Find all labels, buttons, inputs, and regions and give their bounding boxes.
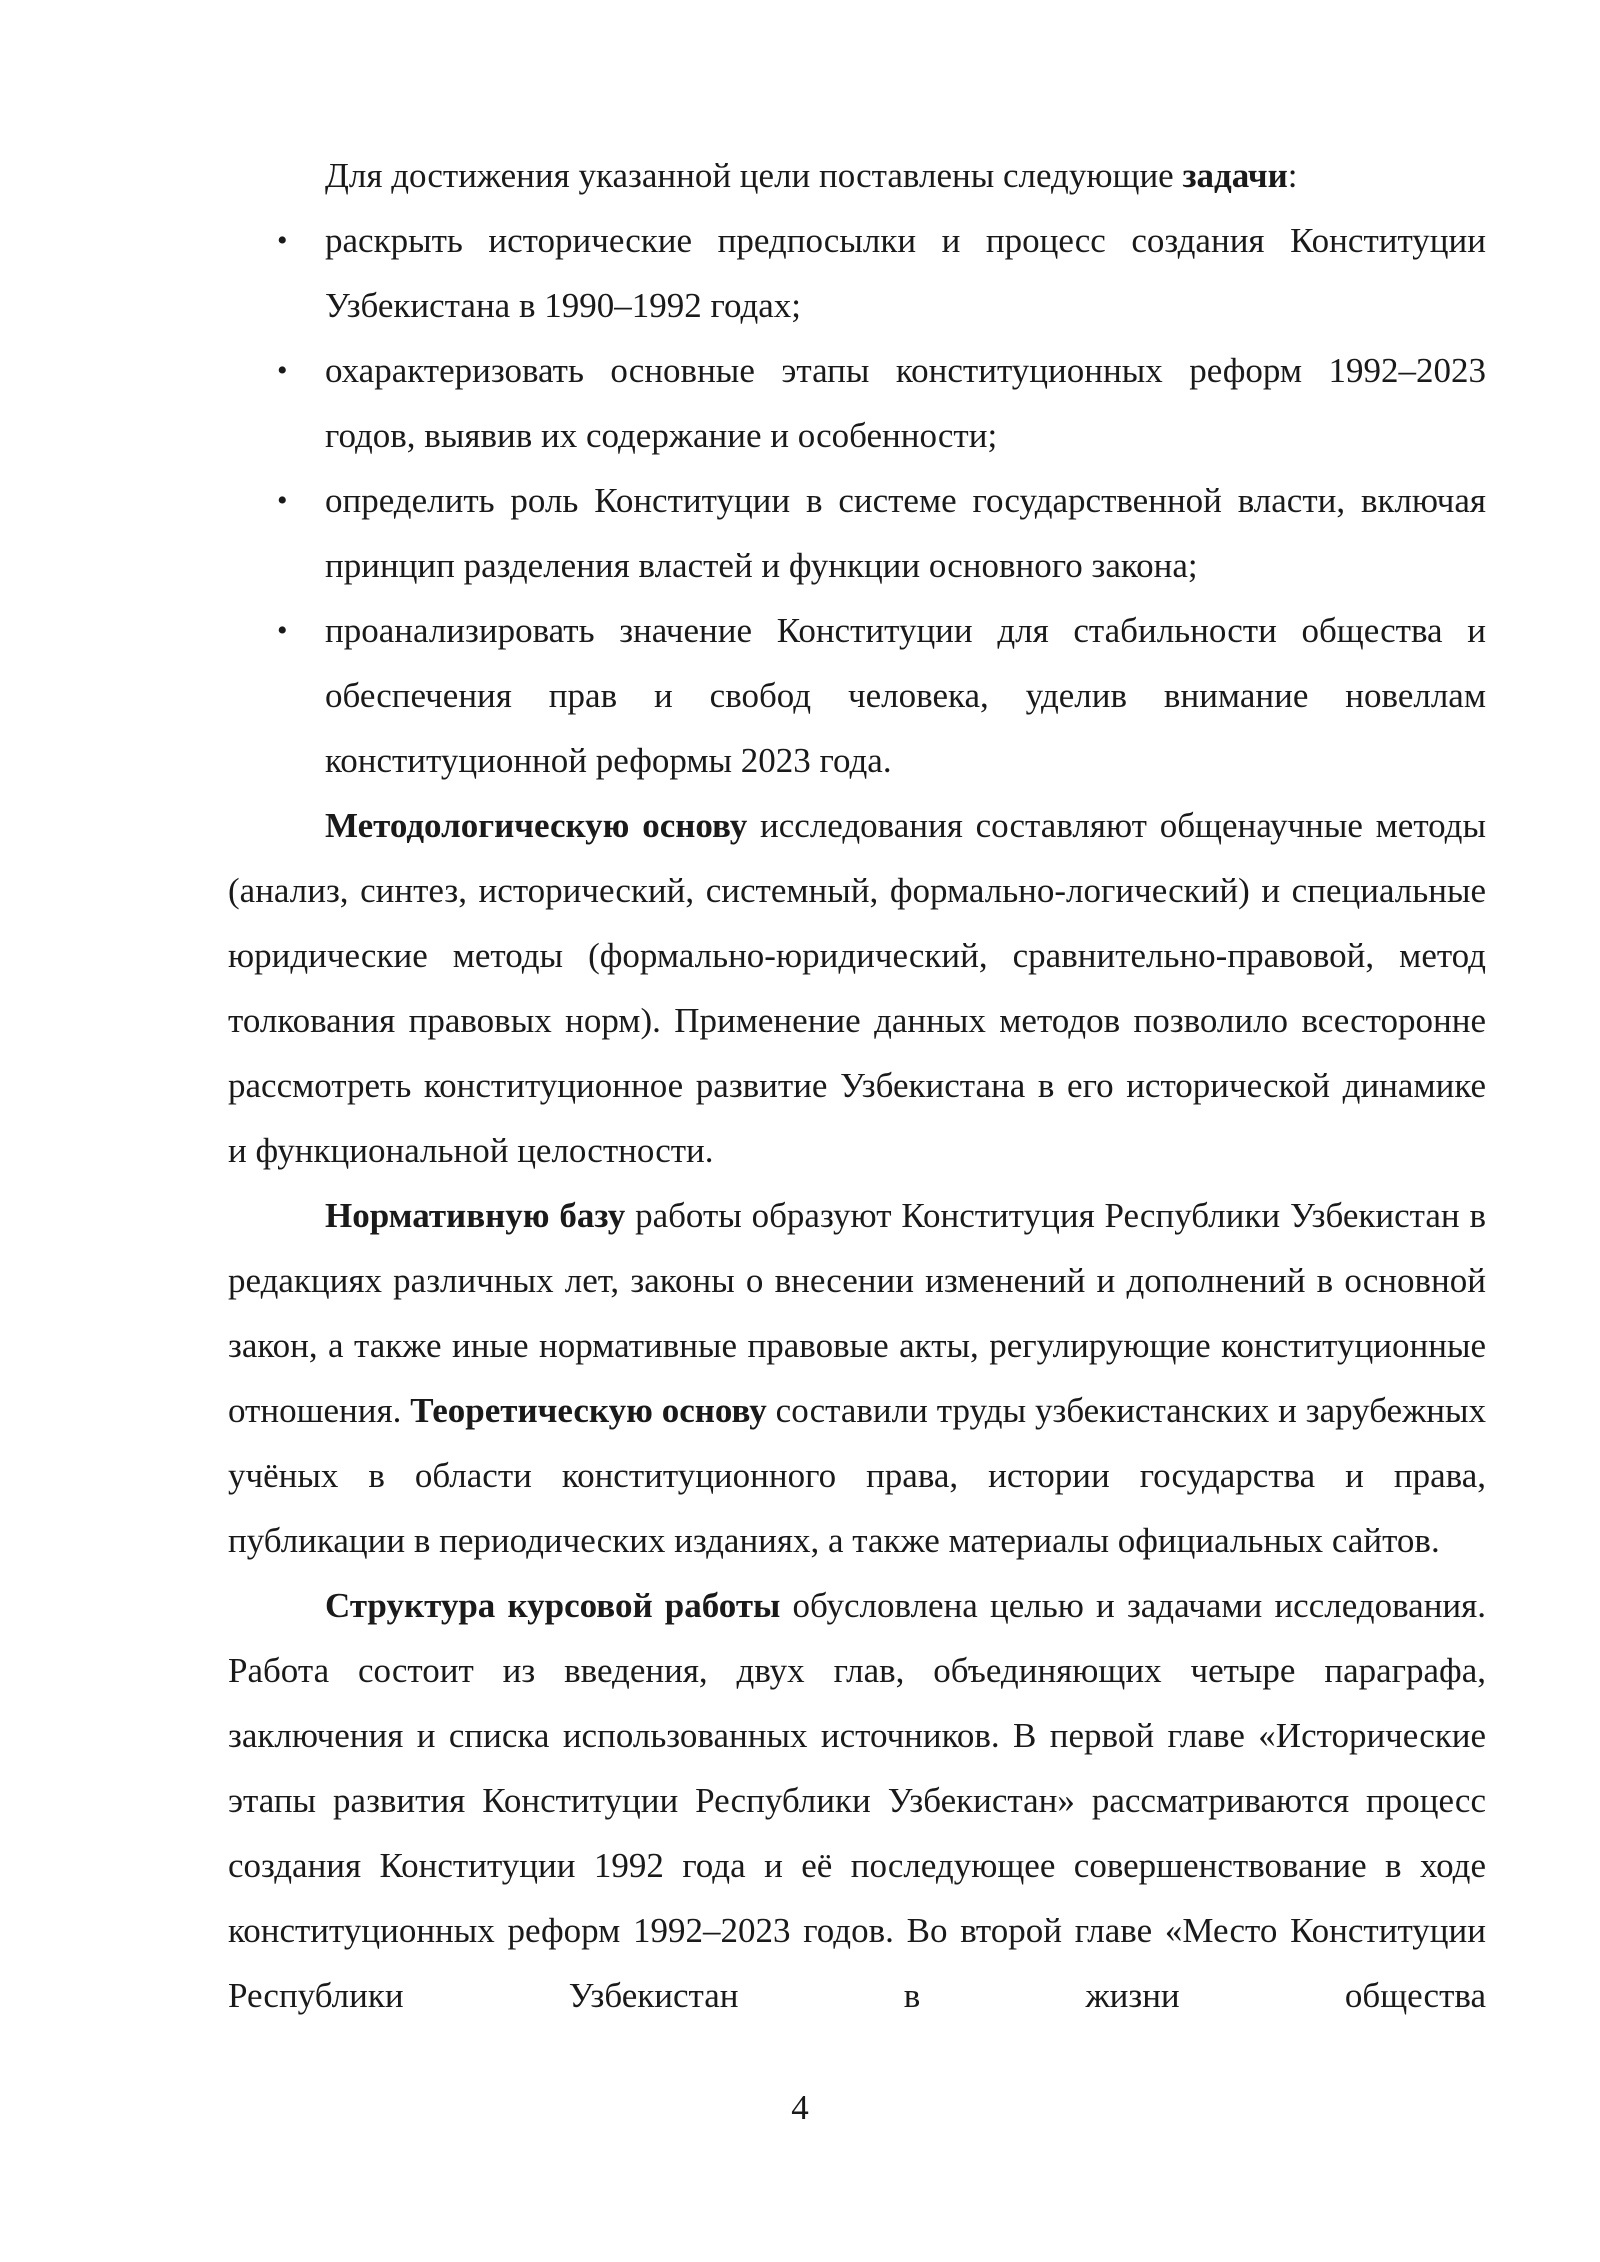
theory-heading: Теоретическую основу [410,1391,767,1430]
bullet-icon: • [277,224,288,257]
document-page [228,143,1486,2028]
normative-text: работы образуют Конституция Республики Узбекистан в редакциях различных лет, законы о внесении изменений и дополнений в основной закон, а также иные нормативные правовые акты, регулирующие конституционные отношения. [228,1196,1487,1430]
structure-text: обусловлена целью и задачами исследования. Работа состоит из введения, двух глав, объединяющих четыре параграфа, заключения и списка использованных источников. В первой главе «Исторические этапы развития Конституции Республики Узбекистан» рассматриваются процесс создания Конституции 1992 года и её последующее совершенствование в ходе конституционных реформ 1992–2023 годов. Во второй главе «Место Конституции Республики Узбекистан в жизни общества [228,1586,1487,2015]
bullet-icon: • [277,484,288,517]
list-item-text: определить роль Конституции в системе государственной власти, включая принцип разделения властей и функции основного закона; [325,481,1486,585]
normative-paragraph [228,1183,1486,1573]
bullet-icon: • [277,614,288,647]
tasks-intro-colon: : [1287,156,1298,195]
list-item [228,338,1486,468]
list-item-text: охарактеризовать основные этапы конституционных реформ 1992–2023 годов, выявив их содержание и особенности; [325,351,1486,455]
list-item-text: раскрыть исторические предпосылки и процесс создания Конституции Узбекистана в 1990–1992 годах; [325,221,1486,325]
tasks-intro [228,143,1486,208]
tasks-intro-text: Для достижения указанной цели поставлены следующие [325,156,1183,195]
list-item [228,598,1486,793]
list-item [228,208,1486,338]
list-item [228,468,1486,598]
methodology-text: исследования составляют общенаучные методы (анализ, синтез, исторический, системный, формально-логический) и специальные юридические методы (формально-юридический, сравнительно-правовой, метод толкования правовых норм). Применение данных методов позволило всесторонне рассмотреть конституционное развитие Узбекистана в его исторической динамике и функциональной целостности. [228,806,1486,1170]
bullet-icon: • [277,354,288,387]
structure-paragraph [228,1573,1486,2028]
page-number: 4 [791,2088,809,2127]
methodology-heading: Методологическую основу [325,806,748,845]
theory-text: составили труды узбекистанских и зарубежных учёных в области конституционного права, истории государства и права, публикации в периодических изданиях, а также материалы официальных сайтов. [228,1391,1487,1560]
normative-heading: Нормативную базу [325,1196,626,1235]
tasks-intro-bold: задачи [1182,156,1288,195]
list-item-text: проанализировать значение Конституции для стабильности общества и обеспечения прав и свобод человека, уделив внимание новеллам конституционной реформы 2023 года. [325,611,1486,780]
methodology-paragraph [228,793,1486,1183]
structure-heading: Структура курсовой работы [325,1586,781,1625]
tasks-list [228,208,1486,793]
